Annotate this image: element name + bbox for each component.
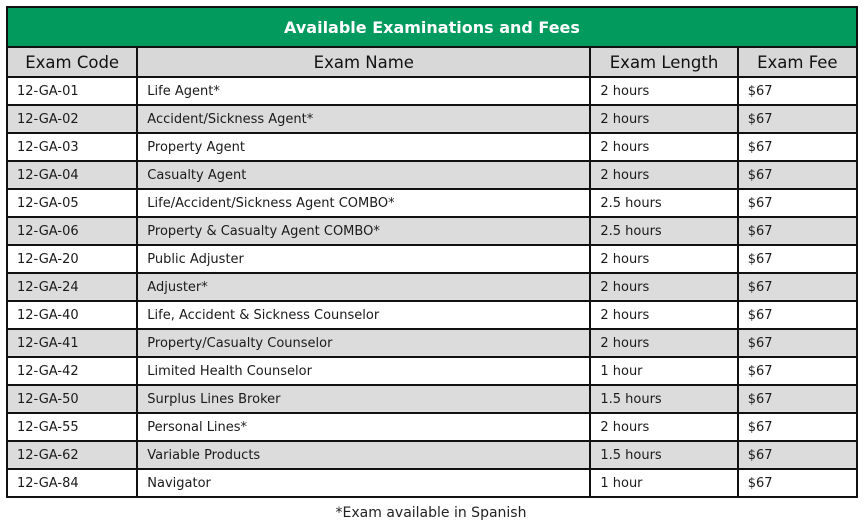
exam-name-cell: Life/Accident/Sickness Agent COMBO* xyxy=(137,189,590,217)
exam-code-cell: 12-GA-05 xyxy=(7,189,137,217)
exam-fee-cell: $67 xyxy=(738,217,857,245)
exam-length-cell: 2 hours xyxy=(590,413,737,441)
exam-name-cell: Variable Products xyxy=(137,441,590,469)
exam-name-cell: Property Agent xyxy=(137,133,590,161)
table-title: Available Examinations and Fees xyxy=(7,7,857,47)
exam-code-cell: 12-GA-02 xyxy=(7,105,137,133)
exam-name-cell: Property & Casualty Agent COMBO* xyxy=(137,217,590,245)
exam-name-cell: Casualty Agent xyxy=(137,161,590,189)
exam-code-cell: 12-GA-62 xyxy=(7,441,137,469)
exam-fees-table xyxy=(6,6,858,498)
exam-code-cell: 12-GA-01 xyxy=(7,77,137,105)
table-row xyxy=(7,469,857,497)
exam-name-cell: Navigator xyxy=(137,469,590,497)
header-exam-name: Exam Name xyxy=(137,47,590,77)
exam-code-cell: 12-GA-84 xyxy=(7,469,137,497)
exam-code-cell: 12-GA-24 xyxy=(7,273,137,301)
exam-name-cell: Accident/Sickness Agent* xyxy=(137,105,590,133)
exam-length-cell: 2 hours xyxy=(590,301,737,329)
table-row xyxy=(7,329,857,357)
exam-length-cell: 1.5 hours xyxy=(590,385,737,413)
exam-fee-cell: $67 xyxy=(738,273,857,301)
exam-fees-table-container xyxy=(6,6,858,498)
exam-name-cell: Public Adjuster xyxy=(137,245,590,273)
exam-fee-cell: $67 xyxy=(738,301,857,329)
exam-fee-cell: $67 xyxy=(738,357,857,385)
exam-length-cell: 2 hours xyxy=(590,105,737,133)
exam-code-cell: 12-GA-42 xyxy=(7,357,137,385)
exam-code-cell: 12-GA-20 xyxy=(7,245,137,273)
exam-code-cell: 12-GA-06 xyxy=(7,217,137,245)
exam-name-cell: Personal Lines* xyxy=(137,413,590,441)
table-row xyxy=(7,217,857,245)
exam-name-cell: Life Agent* xyxy=(137,77,590,105)
exam-length-cell: 1.5 hours xyxy=(590,441,737,469)
exam-length-cell: 2.5 hours xyxy=(590,189,737,217)
table-row xyxy=(7,413,857,441)
exam-length-cell: 2 hours xyxy=(590,329,737,357)
table-row xyxy=(7,133,857,161)
exam-length-cell: 2 hours xyxy=(590,161,737,189)
table-body xyxy=(7,77,857,497)
exam-length-cell: 2 hours xyxy=(590,77,737,105)
spanish-availability-footnote: *Exam available in Spanish xyxy=(335,505,527,521)
exam-fee-cell: $67 xyxy=(738,469,857,497)
exam-fee-cell: $67 xyxy=(738,329,857,357)
table-row xyxy=(7,441,857,469)
exam-name-cell: Adjuster* xyxy=(137,273,590,301)
exam-code-cell: 12-GA-41 xyxy=(7,329,137,357)
exam-fee-cell: $67 xyxy=(738,77,857,105)
table-row xyxy=(7,357,857,385)
exam-code-cell: 12-GA-03 xyxy=(7,133,137,161)
exam-length-cell: 2 hours xyxy=(590,245,737,273)
header-exam-code: Exam Code xyxy=(7,47,137,77)
exam-fee-cell: $67 xyxy=(738,245,857,273)
table-row xyxy=(7,161,857,189)
exam-code-cell: 12-GA-40 xyxy=(7,301,137,329)
exam-fee-cell: $67 xyxy=(738,385,857,413)
table-row xyxy=(7,385,857,413)
exam-fee-cell: $67 xyxy=(738,189,857,217)
table-row xyxy=(7,77,857,105)
exam-fee-cell: $67 xyxy=(738,441,857,469)
exam-length-cell: 1 hour xyxy=(590,357,737,385)
exam-name-cell: Surplus Lines Broker xyxy=(137,385,590,413)
header-exam-length: Exam Length xyxy=(590,47,737,77)
table-row xyxy=(7,105,857,133)
exam-fee-cell: $67 xyxy=(738,161,857,189)
exam-length-cell: 2 hours xyxy=(590,273,737,301)
exam-name-cell: Property/Casualty Counselor xyxy=(137,329,590,357)
table-row xyxy=(7,245,857,273)
exam-length-cell: 2.5 hours xyxy=(590,217,737,245)
exam-fee-cell: $67 xyxy=(738,133,857,161)
exam-code-cell: 12-GA-55 xyxy=(7,413,137,441)
table-row xyxy=(7,273,857,301)
exam-name-cell: Life, Accident & Sickness Counselor xyxy=(137,301,590,329)
exam-code-cell: 12-GA-04 xyxy=(7,161,137,189)
exam-name-cell: Limited Health Counselor xyxy=(137,357,590,385)
header-exam-fee: Exam Fee xyxy=(738,47,857,77)
exam-fee-cell: $67 xyxy=(738,413,857,441)
exam-length-cell: 1 hour xyxy=(590,469,737,497)
exam-fee-cell: $67 xyxy=(738,105,857,133)
exam-code-cell: 12-GA-50 xyxy=(7,385,137,413)
exam-length-cell: 2 hours xyxy=(590,133,737,161)
table-row xyxy=(7,301,857,329)
table-row xyxy=(7,189,857,217)
